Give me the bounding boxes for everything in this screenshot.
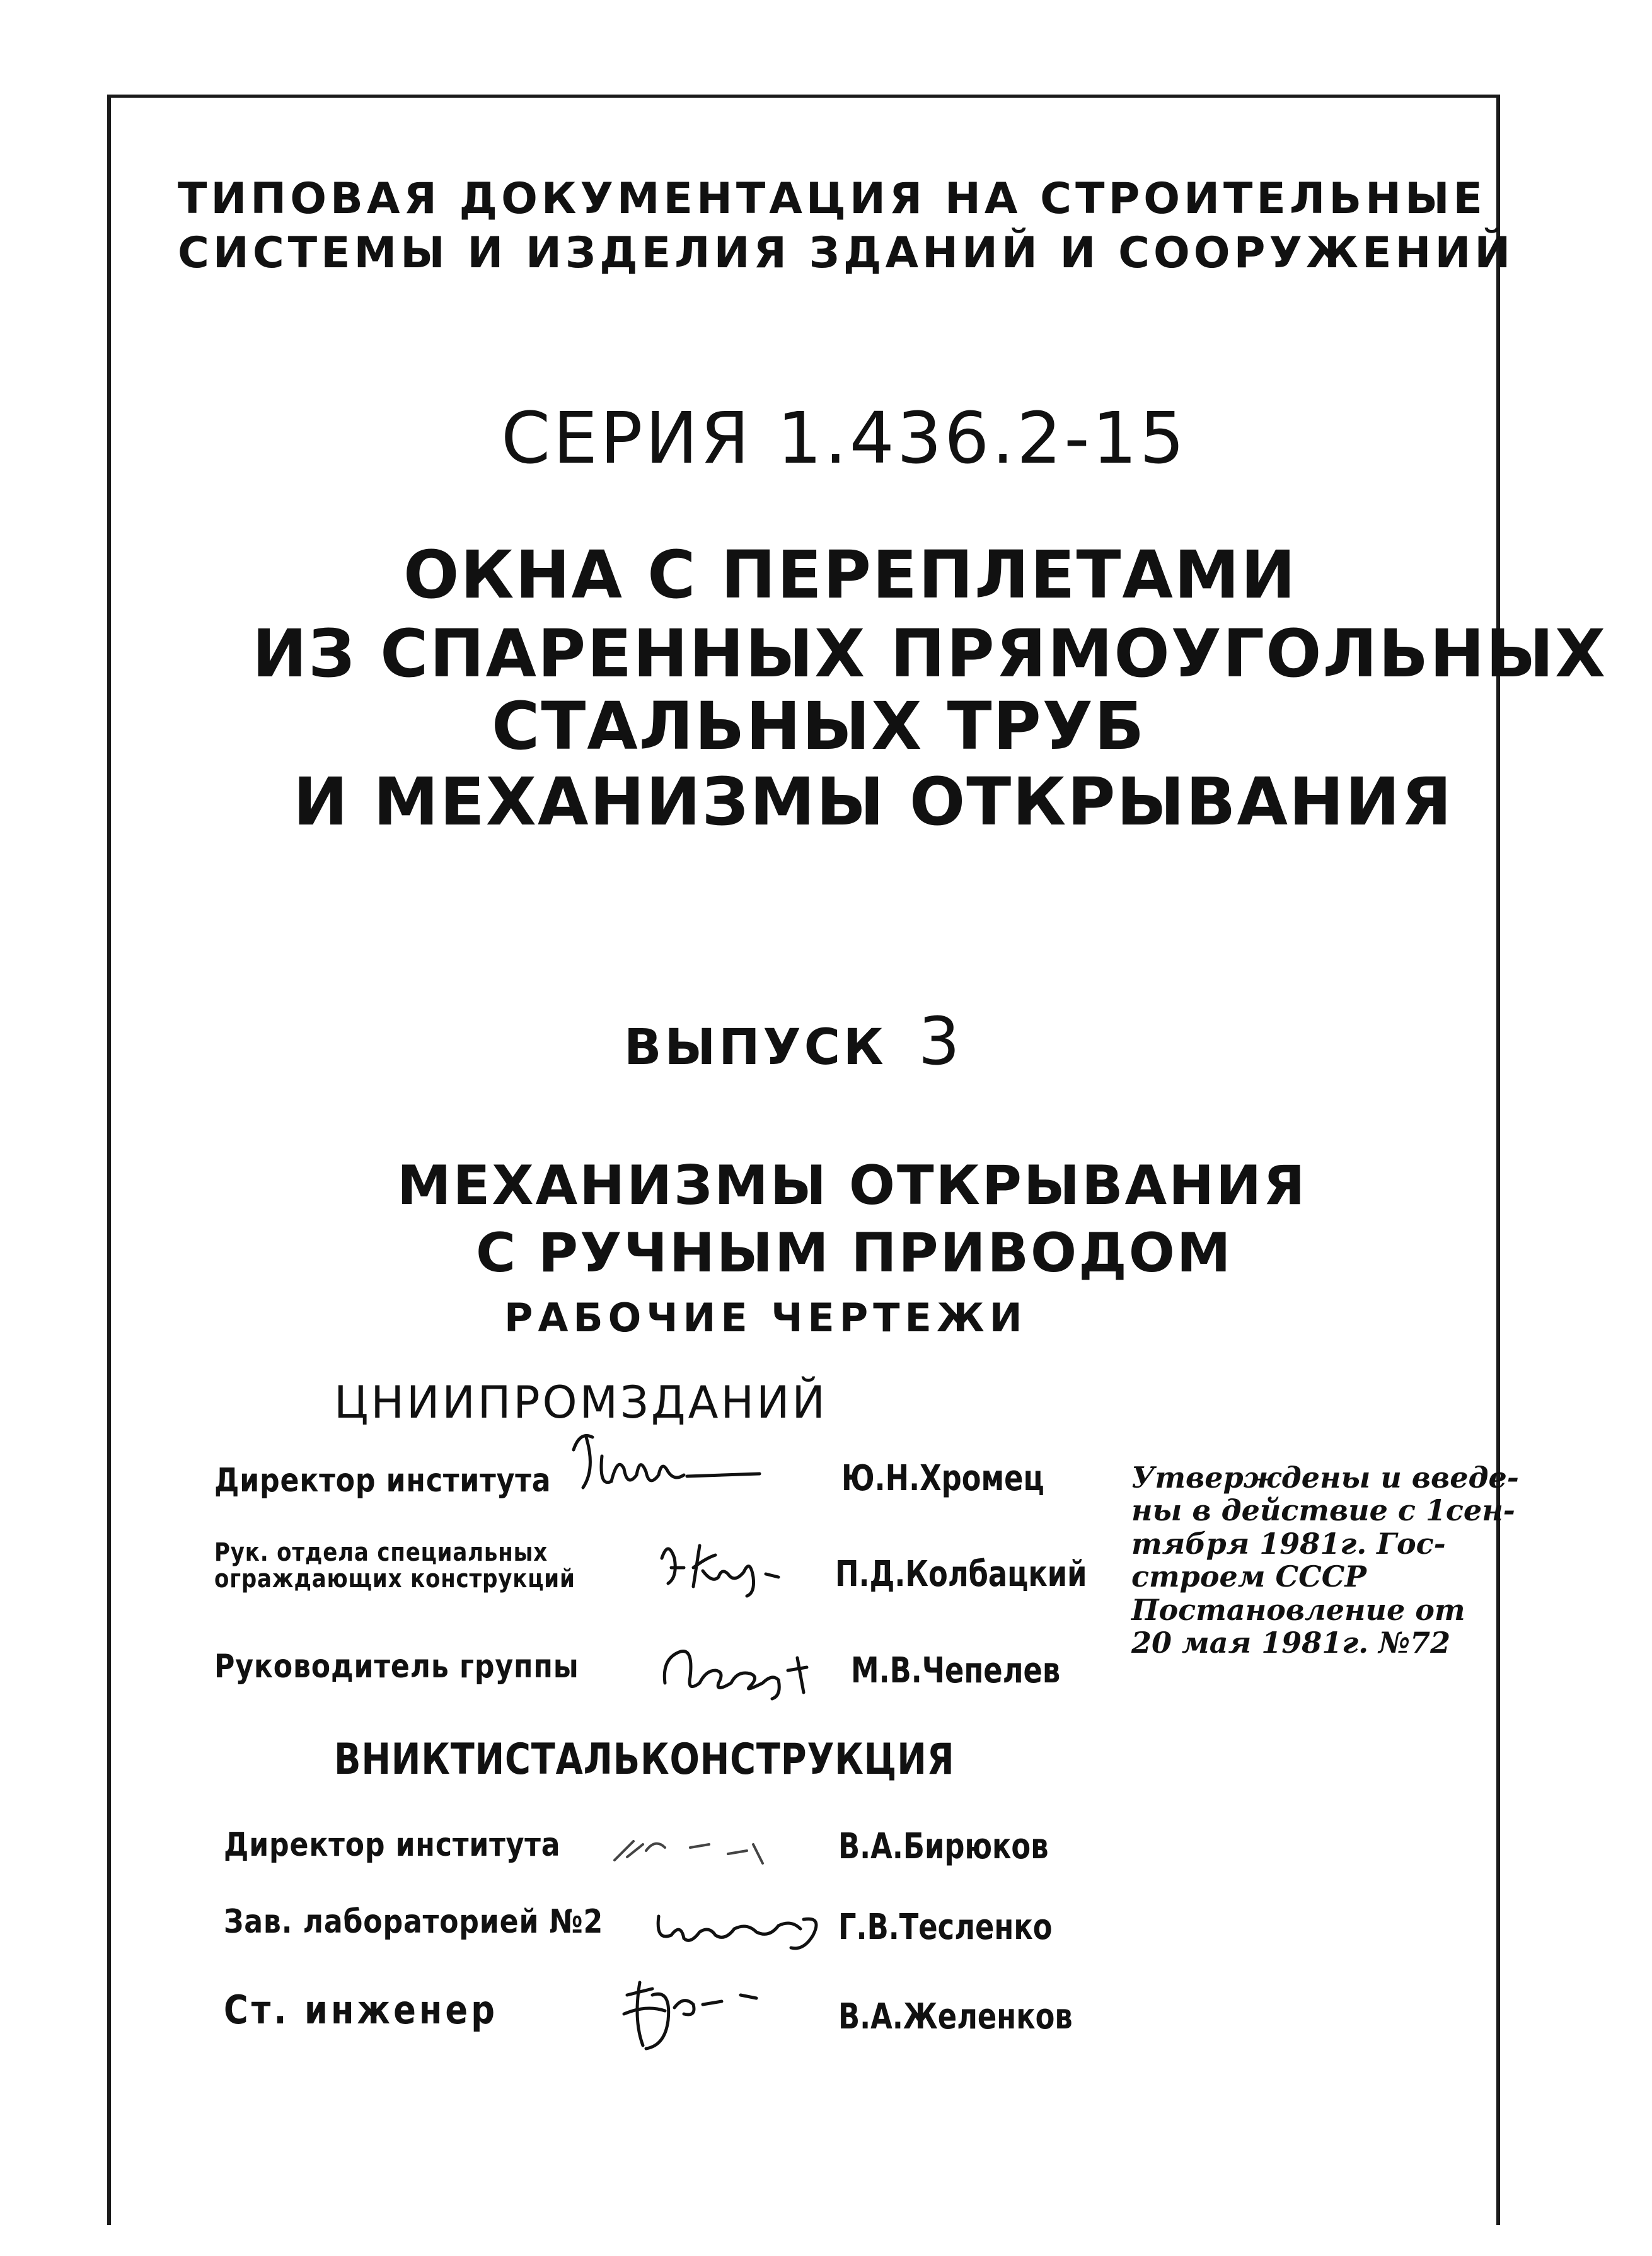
role-line-1: Рук. отдела специальных [214, 1538, 548, 1567]
issue-label: ВЫПУСК [624, 1019, 887, 1076]
title-line-3: СТАЛЬНЫХ ТРУБ [492, 688, 1146, 765]
signatory-role: Директор института [214, 1462, 552, 1500]
signatory-person: П.Д.Колбацкий [835, 1554, 1087, 1595]
signature-image [615, 1970, 791, 2058]
signature-image [656, 1533, 819, 1602]
frame-right-border [1496, 95, 1500, 2225]
signatory-role [214, 1539, 575, 1592]
org2-signatory-row-3 [224, 1986, 1106, 2042]
org1-signatory-row-2 [214, 1539, 1097, 1596]
header-line-1: ТИПОВАЯ ДОКУМЕНТАЦИЯ НА СТРОИТЕЛЬНЫЕ [178, 174, 1486, 224]
org2-signatory-row-1 [224, 1820, 1106, 1877]
title-line-2: ИЗ СПАРЕННЫХ ПРЯМОУГОЛЬНЫХ [252, 615, 1607, 692]
title-line-4: И МЕХАНИЗМЫ ОТКРЫВАНИЯ [293, 763, 1453, 840]
series-number: СЕРИЯ 1.436.2-15 [501, 398, 1187, 480]
issue-heading [624, 1003, 963, 1080]
signature-image [608, 1825, 778, 1870]
signatory-person: В.А.Желенков [838, 1996, 1073, 2037]
org2-name: ВНИКТИСТАЛЬКОНСТРУКЦИЯ [334, 1735, 955, 1785]
signature-image [656, 1633, 845, 1702]
signature-image [652, 1897, 835, 1954]
org1-signatory-row-1 [214, 1456, 1097, 1513]
signatory-person: М.В.Чепелев [851, 1650, 1061, 1691]
signature-image [567, 1431, 763, 1507]
signatory-person: Г.В.Тесленко [838, 1907, 1053, 1948]
title-line-1: ОКНА С ПЕРЕПЛЕТАМИ [403, 536, 1297, 613]
org1-name: ЦНИИПРОМЗДАНИЙ [334, 1377, 828, 1428]
signatory-role: Директор института [224, 1826, 561, 1864]
frame-top-border [107, 95, 1500, 98]
role-line-2: ограждающих конструкций [214, 1565, 575, 1594]
subtitle-line-2: С РУЧНЫМ ПРИВОДОМ [476, 1222, 1233, 1285]
subtitle-line-1: МЕХАНИЗМЫ ОТКРЫВАНИЯ [397, 1154, 1307, 1217]
issue-number: 3 [918, 1003, 963, 1080]
signatory-role: Ст. инженер [224, 1987, 499, 2033]
signatory-role: Зав. лабораторией №2 [224, 1903, 604, 1941]
org1-signatory-row-3 [214, 1642, 1097, 1699]
header-line-2: СИСТЕМЫ И ИЗДЕЛИЯ ЗДАНИЙ И СООРУЖЕНИЙ [178, 228, 1515, 278]
signatory-person: В.А.Бирюков [838, 1826, 1049, 1867]
subtitle-line-3: РАБОЧИЕ ЧЕРТЕЖИ [504, 1295, 1027, 1341]
frame-left-border [107, 95, 111, 2225]
signatory-role: Руководитель группы [214, 1648, 579, 1686]
approval-note: Утверждены и введе- ны в действие с 1сен- тября 1981г. Гос- строем СССР Постановление от 20 мая 1981г. №72 [1131, 1461, 1519, 1660]
signatory-person: Ю.Н.Хромец [841, 1458, 1044, 1499]
org2-signatory-row-2 [224, 1897, 1106, 1954]
